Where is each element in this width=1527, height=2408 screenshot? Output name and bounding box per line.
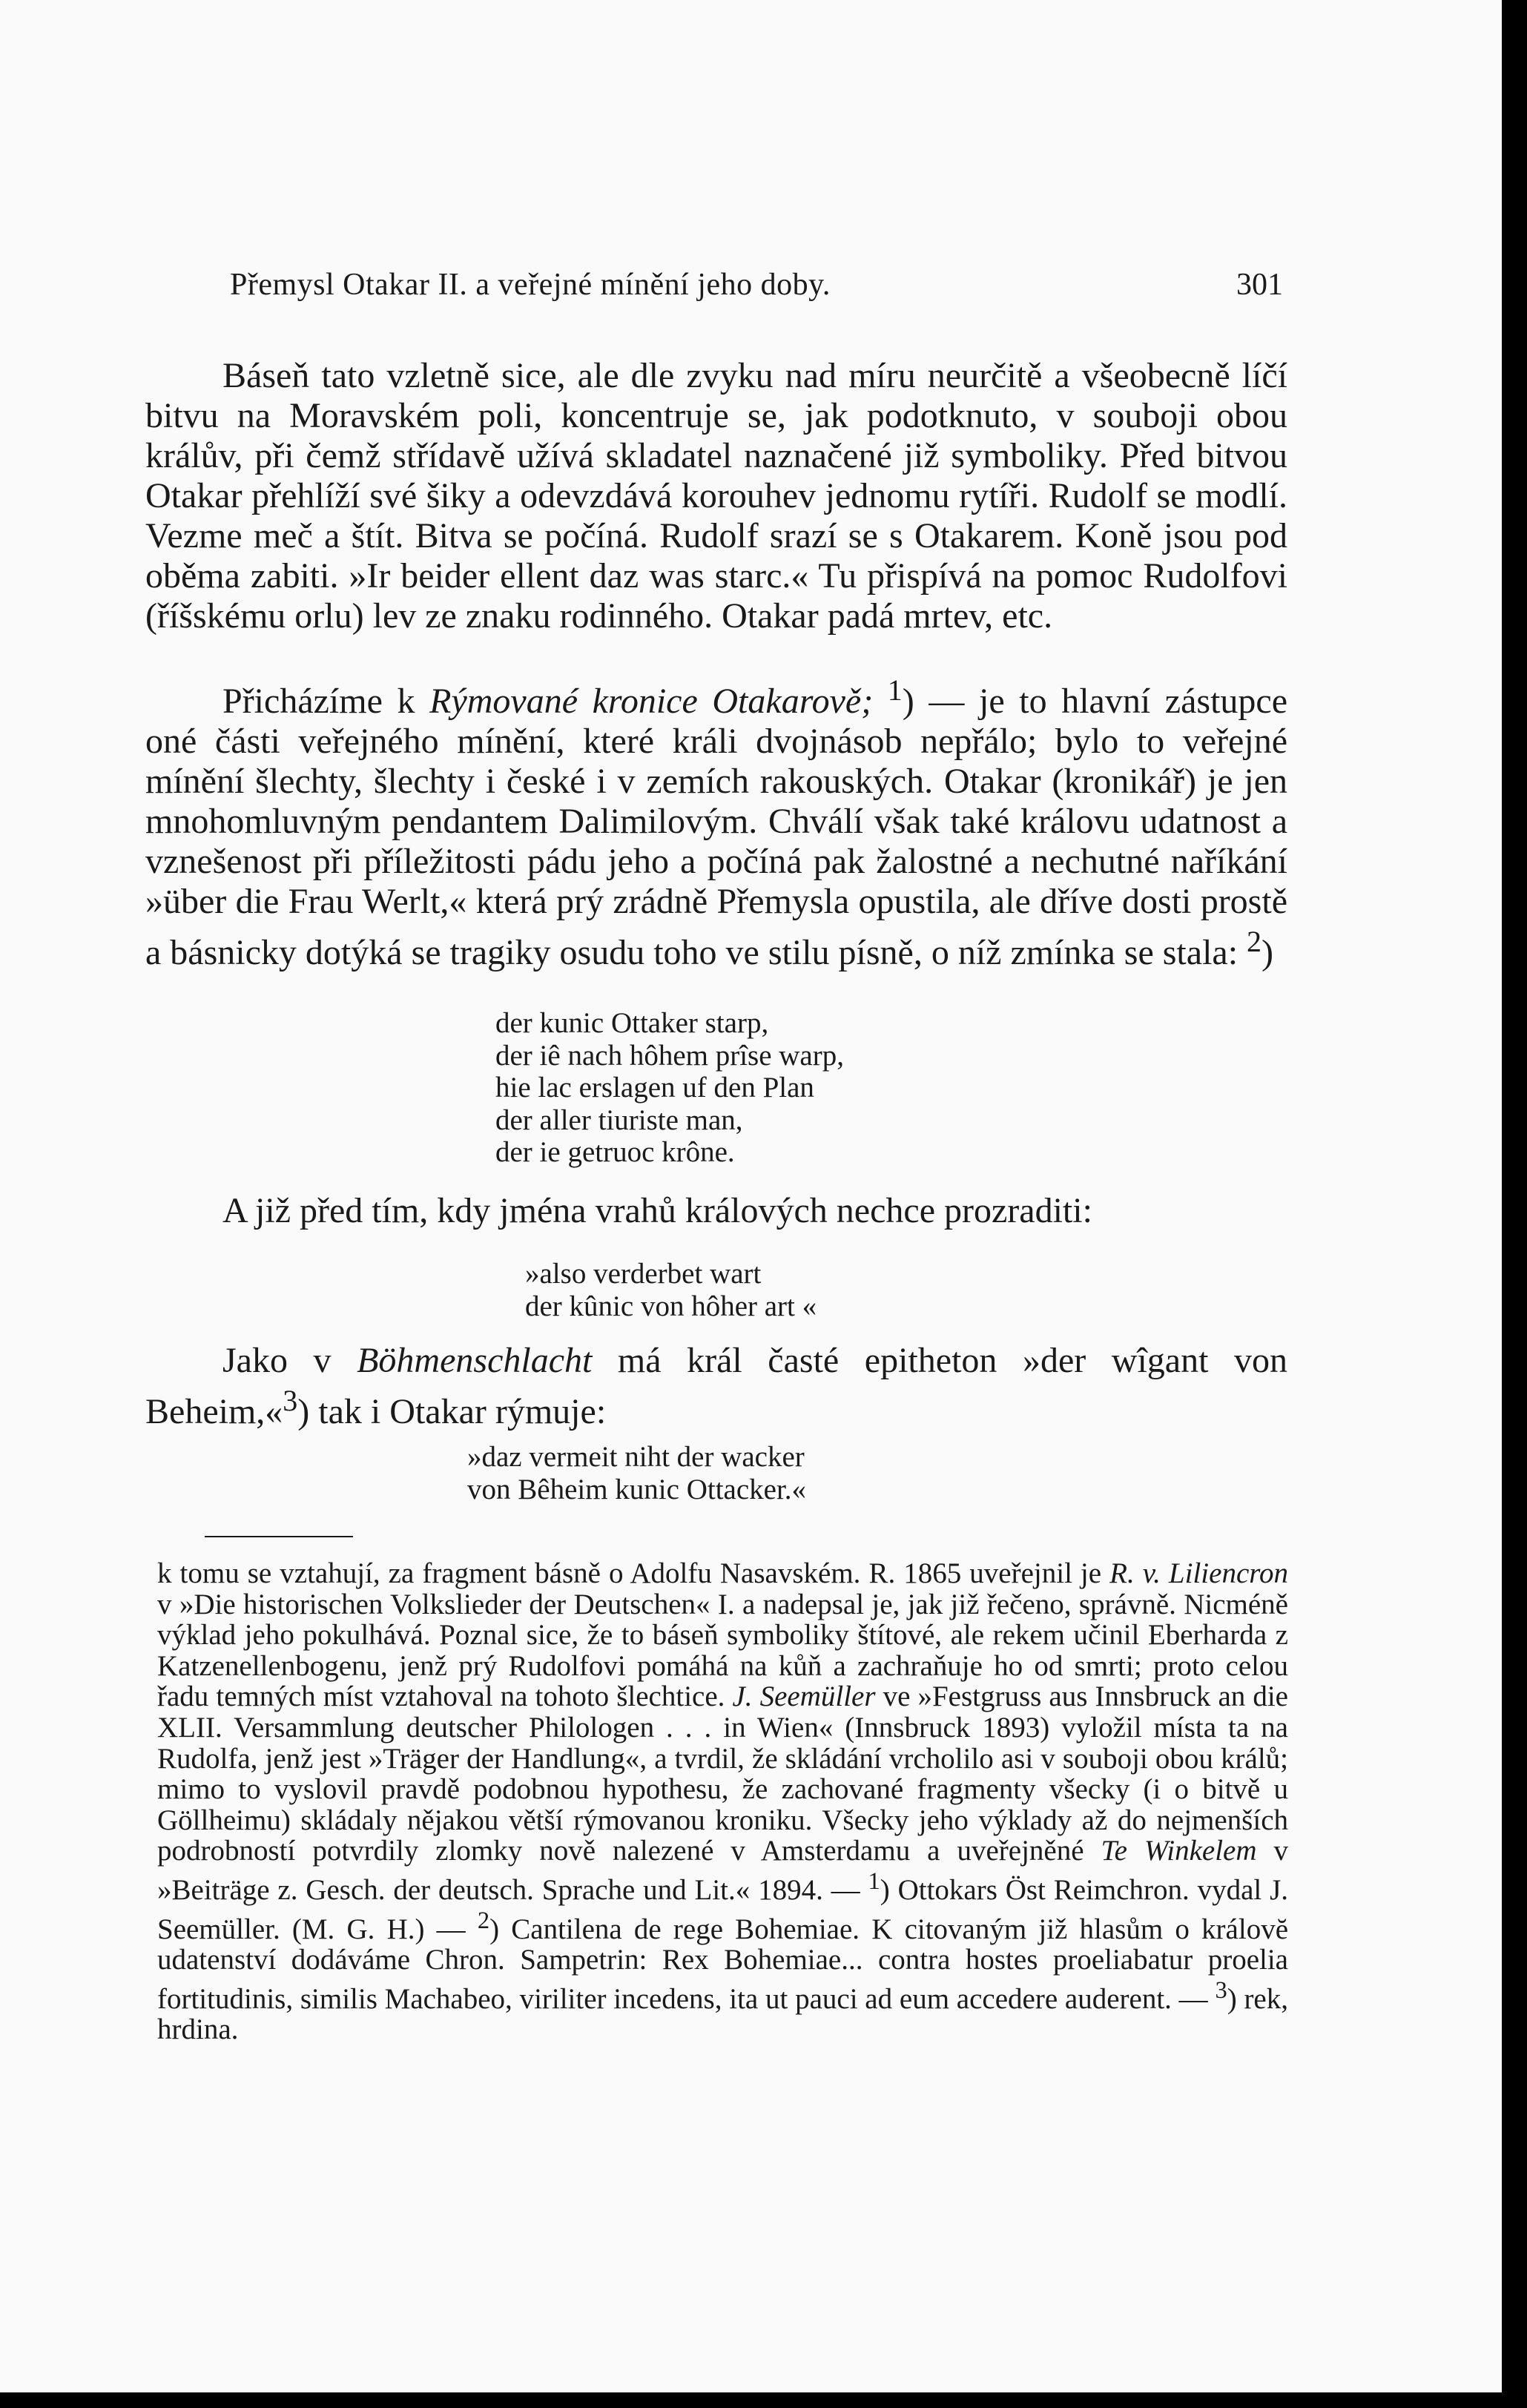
poem-line: der aller tiuriste man, (495, 1104, 743, 1136)
footnote-ref-3: 3 (283, 1384, 298, 1417)
poem-line: der kûnic von hôher art « (525, 1290, 817, 1322)
poem-quote-3 (467, 1441, 806, 1505)
paragraph-4-middle: má král časté epitheton »der wîgant von Beheim,« (145, 1341, 1288, 1431)
poem-line: der iê nach hôhem prîse warp, (495, 1039, 844, 1072)
paragraph-1-text: Báseň tato vzletně sice, ale dle zvyku nad míru neurčitě a všeobecně líčí bitvu na Moravském poli, koncentruje se, jak podotknuto, v souboji obou králův, při čemž střídavě užívá skladatel naznačené již symboliky. Před bitvou Otakar přehlíží své šiky a odevzdává korouhev jednomu rytíři. Rudolf se modlí. Vezme meč a štít. Bitva se počíná. Rudolf srazí se s Otakarem. Koně jsou pod oběma zabiti. »Ir beider ellent daz was starc.« Tu přispívá na pomoc Rudolfovi (říšskému orlu) lev ze znaku rodinného. Otakar padá mrtev, etc. (145, 356, 1287, 636)
poem-line: der kunic Ottaker starp, (495, 1007, 769, 1039)
footnote-marker: 2 (477, 1907, 490, 1934)
footnote-ref-1: 1 (887, 673, 903, 707)
paragraph-2-close: ) (1261, 933, 1274, 972)
footnote-seg: ve »Festgruss aus Innsbruck an die XLII. Versammlung deutscher Philologen . . . in Wien« (Innsbruck 1893) vyložil místa ta na Rudolfa, jenž jest »Träger der Handlung«, a tvrdil, že skládání vrcholilo asi v souboji obou králů; mimo to vyslovil pravdě podobnou hypothesu, že zachované fragmenty všecky (i o bitvě u Göllheimu) skládaly nějakou větší rýmovanou kroniku. Všecky jeho výklady až do nejmenších podrobností potvrdily zlomky nově nalezené v Amsterdamu a uveřejněné (157, 1680, 1288, 1867)
footnote-seg: v »Die historischen Volkslieder der Deutschen« I. a nadepsal je, jak již řečeno, správně. Nicméně výklad jeho pokulhává. Poznal sice, že to báseň symboliky štítové, ale rekem učinil Eberharda z Katzenellenbogenu, jenž prý Rudolfovi pomáhá na kůň a zachraňuje ho od smrti; proto celou řadu temných míst vztahoval na tohoto šlechtice. (157, 1588, 1288, 1713)
running-title: Přemysl Otakar II. a veřejné mínění jeho doby. (230, 268, 831, 302)
footnote-seg: ) Ottokars Öst Reimchron. vydal J. Seemüller. (M. G. H.) — (157, 1873, 1289, 1945)
footnote-marker: 3 (1215, 1976, 1227, 2004)
poem-quote-2 (525, 1258, 817, 1322)
page-number: 301 (1236, 268, 1283, 302)
author-name: J. Seemüller (732, 1680, 876, 1713)
page-header (148, 267, 1283, 311)
footnote-ref-2: 2 (1247, 925, 1262, 958)
footnotes (157, 1558, 1288, 2045)
footnote-marker: 1 (868, 1867, 880, 1895)
paragraph-4 (145, 1341, 1287, 1432)
author-name: Te Winkelem (1101, 1835, 1257, 1867)
poem-line: der ie getruoc krône. (495, 1136, 735, 1168)
footnote-seg: ) rek, hrdina. (157, 1982, 1288, 2046)
poem-line: hie lac erslagen uf den Plan (495, 1072, 814, 1104)
poem-quote-1 (495, 1007, 844, 1169)
footnote-divider (205, 1536, 353, 1537)
poem-line: von Bêheim kunic Ottacker.« (467, 1473, 807, 1505)
footnote-seg: v »Beiträge z. Gesch. der deutsch. Sprache und Lit.« 1894. — (157, 1835, 1289, 1906)
author-name: R. v. Liliencron (1109, 1557, 1288, 1589)
paragraph-2-text (145, 670, 1287, 973)
poem-line: »daz vermeit niht der wacker (467, 1441, 805, 1473)
paragraph-2-body: ) — je to hlavní zástupce oné části veřejného mínění, které králi dvojnásob nepřálo; bylo to veřejné mínění šlechty, šlechty i české i v zemích rakouských. Otakar (kronikář) je jen mnohomluvným pendantem Dalimilovým. Chválí však také královu udatnost a vznešenost při příležitosti pádu jeho a počíná pak žalostné a nechutné naříkání »über die Frau Werlt,« která prý zrádně Přemysla opustila, ale dříve dosti prostě a básnicky dotýká se tragiky osudu toho ve stilu písně, o níž zmínka se stala: (145, 682, 1288, 972)
paragraph-2 (145, 670, 1287, 973)
chronicle-title: Rýmované kronice Otakarově; (429, 682, 874, 721)
footnote-seg: ) Cantilena de rege Bohemiae. K citovaným již hlasům o královĕ udatenství dodáváme Chron. Sampetrin: Rex Bohemiae... contra hostes proeliabatur proelia fortitudinis, similis Machabeo, viriliter incedens, ita ut pauci ad eum accedere auderent. — (157, 1913, 1289, 2015)
footnote-seg: k tomu se vztahují, za fragment básně o Adolfu Nasavském. R. 1865 uveřejnil je (157, 1557, 1110, 1589)
paragraph-2-lead: Přicházíme k (222, 682, 430, 721)
footnote-text (157, 1558, 1288, 2045)
paragraph-1 (145, 356, 1287, 636)
poem-line: »also verderbet wart (525, 1258, 762, 1290)
paragraph-4-text (145, 1341, 1287, 1432)
paragraph-4-end: ) tak i Otakar rýmuje: (297, 1392, 607, 1431)
paragraph-3: A již před tím, kdy jména vrahů králových nechce prozraditi: (222, 1191, 1092, 1230)
paragraph-4-lead: Jako v (222, 1341, 357, 1380)
work-title: Böhmenschlacht (357, 1341, 593, 1380)
